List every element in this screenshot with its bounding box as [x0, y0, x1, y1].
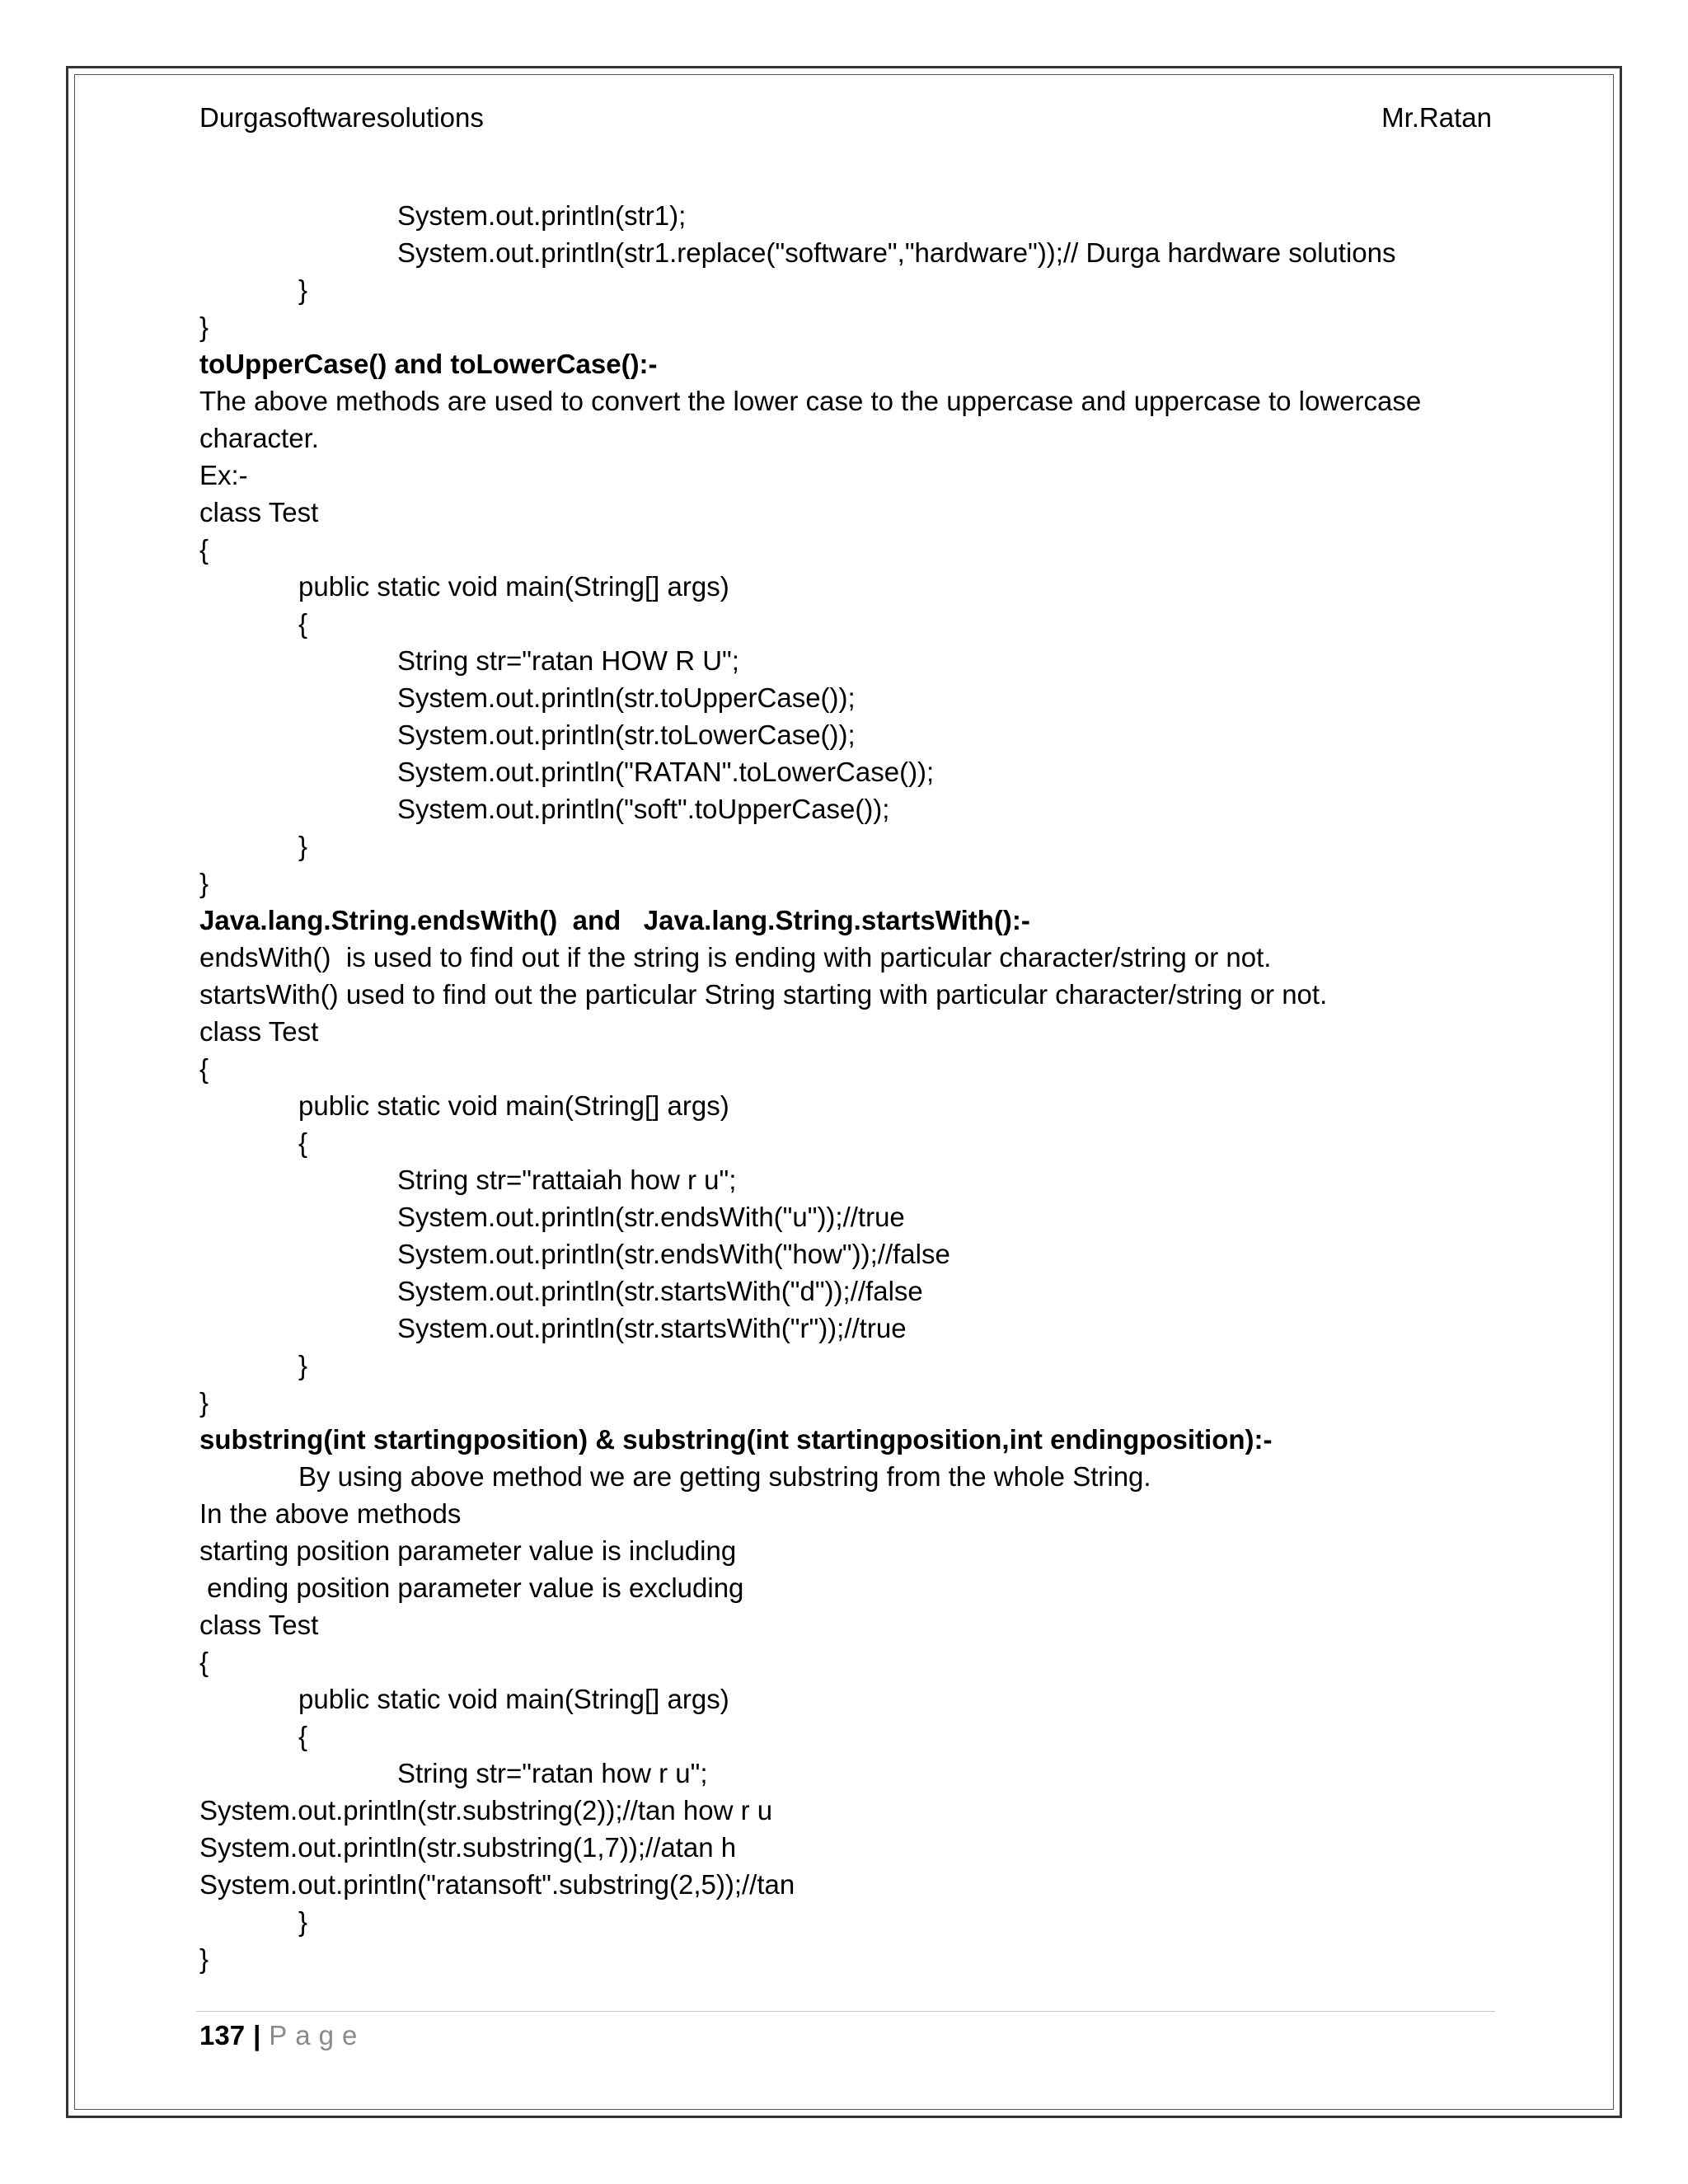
text-line: }	[298, 274, 308, 305]
text-line: By using above method we are getting substring from the whole String.	[298, 1461, 1151, 1492]
text-line: In the above methods	[199, 1498, 462, 1529]
page-number: 137	[199, 2020, 246, 2050]
text-line: The above methods are used to convert the lower case to the uppercase and uppercase to lowercase	[199, 386, 1422, 416]
text-line: ending position parameter value is excluding	[199, 1572, 744, 1603]
text-line: class Test	[199, 497, 319, 527]
text-line: startsWith() used to find out the particular String starting with particular character/string or not.	[199, 979, 1328, 1010]
text-line: }	[298, 1350, 308, 1380]
text-line: class Test	[199, 1610, 319, 1640]
text-line: }	[199, 868, 209, 898]
text-line: class Test	[199, 1016, 319, 1047]
text-line: System.out.println(str.endsWith("how"));//false	[397, 1239, 950, 1269]
text-line: System.out.println("ratansoft".substring(2,5));//tan	[199, 1869, 795, 1900]
text-line: }	[298, 831, 308, 861]
text-line: starting position parameter value is including	[199, 1535, 737, 1566]
text-line: System.out.println(str.startsWith("r"));//true	[397, 1313, 907, 1343]
text-line: System.out.println(str.startsWith("d"));//false	[397, 1276, 923, 1306]
page-footer	[199, 2015, 365, 2056]
text-line: character.	[199, 423, 319, 453]
text-line: {	[199, 1053, 209, 1084]
text-line: {	[199, 1647, 209, 1677]
header-left-text: Durgasoftwaresolutions	[199, 102, 484, 133]
text-line: System.out.println("soft".toUpperCase());	[397, 794, 890, 824]
footer-separator: |	[253, 2020, 261, 2050]
text-line: }	[298, 1906, 308, 1937]
text-line: }	[199, 1943, 209, 1974]
text-line: System.out.println("RATAN".toLowerCase());	[397, 757, 935, 787]
text-line: public static void main(String[] args)	[298, 1090, 729, 1121]
text-line: System.out.println(str.substring(2));//tan how r u	[199, 1795, 773, 1825]
text-line: System.out.println(str1.replace("software","hardware"));// Durga hardware solutions	[397, 237, 1396, 268]
text-line: {	[298, 1127, 308, 1158]
text-line: System.out.println(str.toUpperCase());	[397, 682, 856, 713]
text-line: System.out.println(str.endsWith("u"));//true	[397, 1202, 905, 1232]
text-line: endsWith() is used to find out if the string is ending with particular character/string or not.	[199, 942, 1272, 972]
text-line: }	[199, 1387, 209, 1418]
header-right-text: Mr.Ratan	[1381, 102, 1492, 133]
text-line: {	[298, 1721, 308, 1751]
section-heading: Java.lang.String.endsWith() and Java.lang.String.startsWith():-	[199, 905, 1030, 935]
text-line: String str="ratan how r u";	[397, 1758, 708, 1788]
footer-divider	[196, 2011, 1495, 2012]
text-line: {	[199, 534, 209, 565]
text-line: {	[298, 608, 308, 639]
document-body	[199, 197, 1502, 1977]
page-label: Page	[269, 2020, 366, 2050]
text-line: }	[199, 312, 209, 342]
text-line: System.out.println(str1);	[397, 200, 687, 231]
text-line: System.out.println(str.toLowerCase());	[397, 719, 856, 750]
page-header	[199, 97, 1492, 138]
text-line: public static void main(String[] args)	[298, 571, 729, 602]
section-heading: toUpperCase() and toLowerCase():-	[199, 349, 658, 379]
text-line: System.out.println(str.substring(1,7));//atan h	[199, 1832, 737, 1863]
text-line: String str="rattaiah how r u";	[397, 1165, 737, 1195]
text-line: String str="ratan HOW R U";	[397, 645, 739, 676]
text-line: Ex:-	[199, 460, 248, 490]
text-line: public static void main(String[] args)	[298, 1684, 729, 1714]
section-heading: substring(int startingposition) & substring(int startingposition,int endingposition):-	[199, 1424, 1273, 1455]
